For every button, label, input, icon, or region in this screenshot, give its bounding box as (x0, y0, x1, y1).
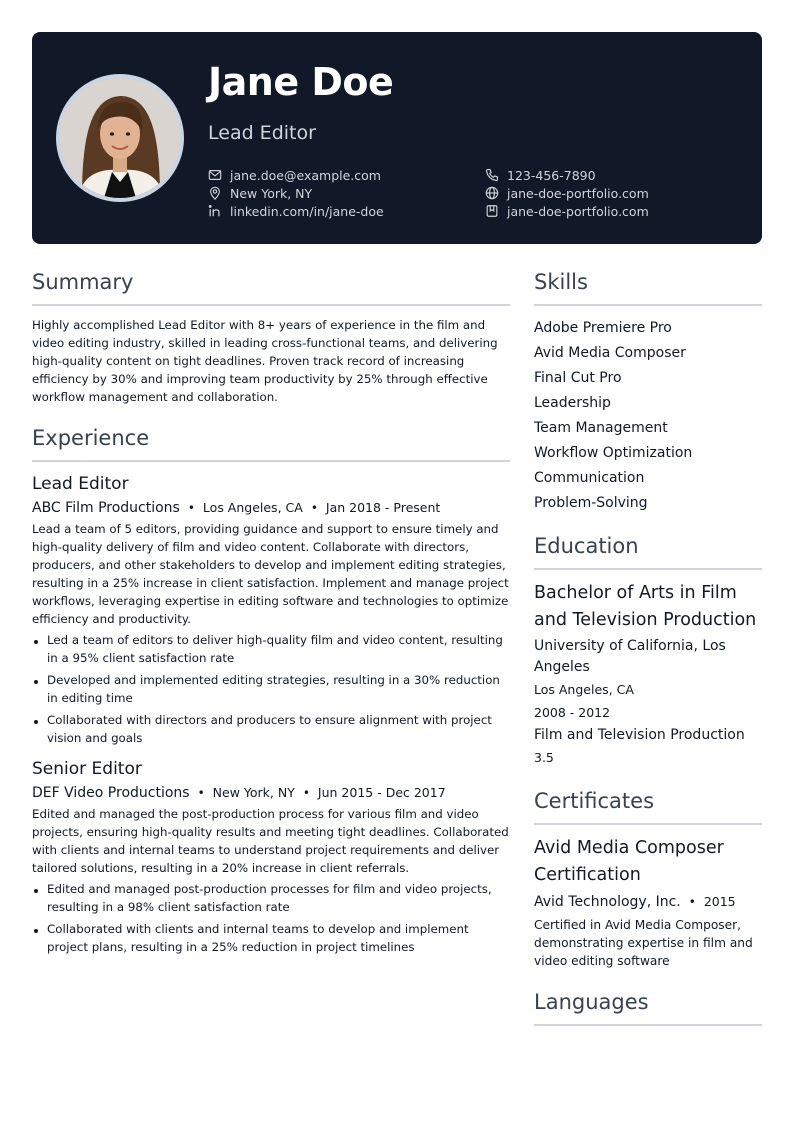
skill-item: Leadership (534, 395, 611, 411)
languages-heading: Languages (534, 990, 762, 1026)
skill-item: Workflow Optimization (534, 445, 693, 461)
map-pin-icon (208, 186, 222, 200)
achievement-item: Edited and managed post-production processes for film and video projects, resulting in a 98% client satisfaction rate (32, 880, 510, 916)
linkedin-text: linkedin.com/in/jane-doe (230, 203, 384, 219)
certificate-description: Certified in Avid Media Composer, demonstrating expertise in film and video editing software (534, 918, 753, 968)
job-achievements (32, 631, 510, 747)
contact-phone[interactable] (485, 166, 596, 184)
candidate-name: Jane Doe (208, 60, 394, 104)
separator-dot: • (302, 786, 310, 800)
job-company: ABC Film Productions (32, 500, 180, 516)
achievement-item: Collaborated with directors and producers to ensure alignment with project vision and goals (32, 711, 510, 747)
main-column (32, 270, 510, 960)
job-dates: Jan 2018 - Present (325, 500, 441, 515)
experience-section (32, 426, 510, 956)
phone-icon (485, 168, 499, 182)
job-meta (32, 500, 510, 516)
side-column (534, 270, 762, 1036)
job-entry (32, 759, 510, 956)
certificate-name: Avid Media Composer Certification (534, 838, 724, 885)
certificate-year: 2015 (703, 894, 736, 909)
education-section (534, 534, 762, 769)
languages-section (534, 990, 762, 1026)
skill-item: Team Management (534, 420, 668, 436)
job-meta (32, 785, 510, 801)
summary-section (32, 270, 510, 406)
globe-icon (485, 186, 499, 200)
job-achievements (32, 880, 510, 956)
achievement-item: Developed and implemented editing strategies, resulting in a 30% reduction in editing time (32, 671, 510, 707)
education-degree: Bachelor of Arts in Film and Television Production (534, 583, 757, 630)
portfolio-text: jane-doe-portfolio.com (507, 203, 649, 219)
phone-text: 123-456-7890 (507, 167, 596, 183)
education-heading: Education (534, 534, 762, 570)
education-school: University of California, Los Angeles (534, 638, 726, 675)
linkedin-icon (208, 204, 222, 218)
avatar (56, 74, 184, 202)
contact-website[interactable] (485, 184, 649, 202)
education-dates: 2008 - 2012 (534, 705, 611, 720)
education-field: Film and Television Production (534, 727, 745, 743)
profile-photo (60, 78, 180, 198)
certificate-meta (534, 891, 762, 913)
skill-item: Final Cut Pro (534, 370, 622, 386)
separator-dot: • (310, 501, 318, 515)
skill-item: Avid Media Composer (534, 345, 686, 361)
candidate-title: Lead Editor (208, 122, 316, 144)
job-description: Lead a team of 5 editors, providing guidance and support to ensure timely and high-quality delivery of film and video content. Collaborate with directors, producers, and other stakeholders to develop and implement editing strategies, resulting in a 25% increase in client satisfaction. Implement and manage project workflows, leveraging expertise in editing software and technologies to optimize efficiency and productivity. (32, 522, 509, 626)
contact-portfolio[interactable] (485, 202, 649, 220)
education-location: Los Angeles, CA (534, 682, 634, 697)
skill-item: Problem-Solving (534, 495, 648, 511)
job-entry (32, 474, 510, 747)
skills-heading: Skills (534, 270, 762, 306)
achievement-item: Led a team of editors to deliver high-quality film and video content, resulting in a 95% client satisfaction rate (32, 631, 510, 667)
resume-header (32, 32, 762, 244)
job-location: Los Angeles, CA (202, 500, 303, 515)
certificate-issuer: Avid Technology, Inc. (534, 894, 681, 910)
contact-email[interactable] (208, 166, 381, 184)
mail-icon (208, 168, 222, 182)
skills-section (534, 270, 762, 516)
separator-dot: • (187, 501, 195, 515)
certificates-section (534, 789, 762, 970)
skill-item: Communication (534, 470, 645, 486)
website-text: jane-doe-portfolio.com (507, 185, 649, 201)
job-description: Edited and managed the post-production process for various film and video projects, ensuring high-quality results and meeting tight deadlines. Collaborated with clients and internal teams to understand project requirements and deliver tailored solutions, resulting in a 20% increase in client referrals. (32, 807, 509, 875)
skill-item: Adobe Premiere Pro (534, 320, 672, 336)
job-dates: Jun 2015 - Dec 2017 (317, 785, 446, 800)
contact-list (208, 166, 748, 226)
job-company: DEF Video Productions (32, 785, 190, 801)
certificates-heading: Certificates (534, 789, 762, 825)
bookmark-icon (485, 204, 499, 218)
experience-heading: Experience (32, 426, 510, 462)
education-gpa: 3.5 (534, 750, 554, 765)
contact-linkedin[interactable] (208, 202, 384, 220)
job-title: Lead Editor (32, 474, 129, 494)
summary-heading: Summary (32, 270, 510, 306)
job-location: New York, NY (212, 785, 295, 800)
email-text: jane.doe@example.com (230, 167, 381, 183)
location-text: New York, NY (230, 185, 313, 201)
separator-dot: • (688, 895, 696, 909)
job-title: Senior Editor (32, 759, 142, 779)
separator-dot: • (197, 786, 205, 800)
contact-location (208, 184, 312, 202)
achievement-item: Collaborated with clients and internal teams to develop and implement project plans, resulting in a 25% reduction in project timelines (32, 920, 510, 956)
summary-text: Highly accomplished Lead Editor with 8+ years of experience in the film and video editing industry, skilled in leading cross-functional teams, and delivering high-quality content on tight deadlines. Proven track record of increasing efficiency by 30% and improving team productivity by 25% through effective workflow management and collaboration. (32, 318, 498, 404)
